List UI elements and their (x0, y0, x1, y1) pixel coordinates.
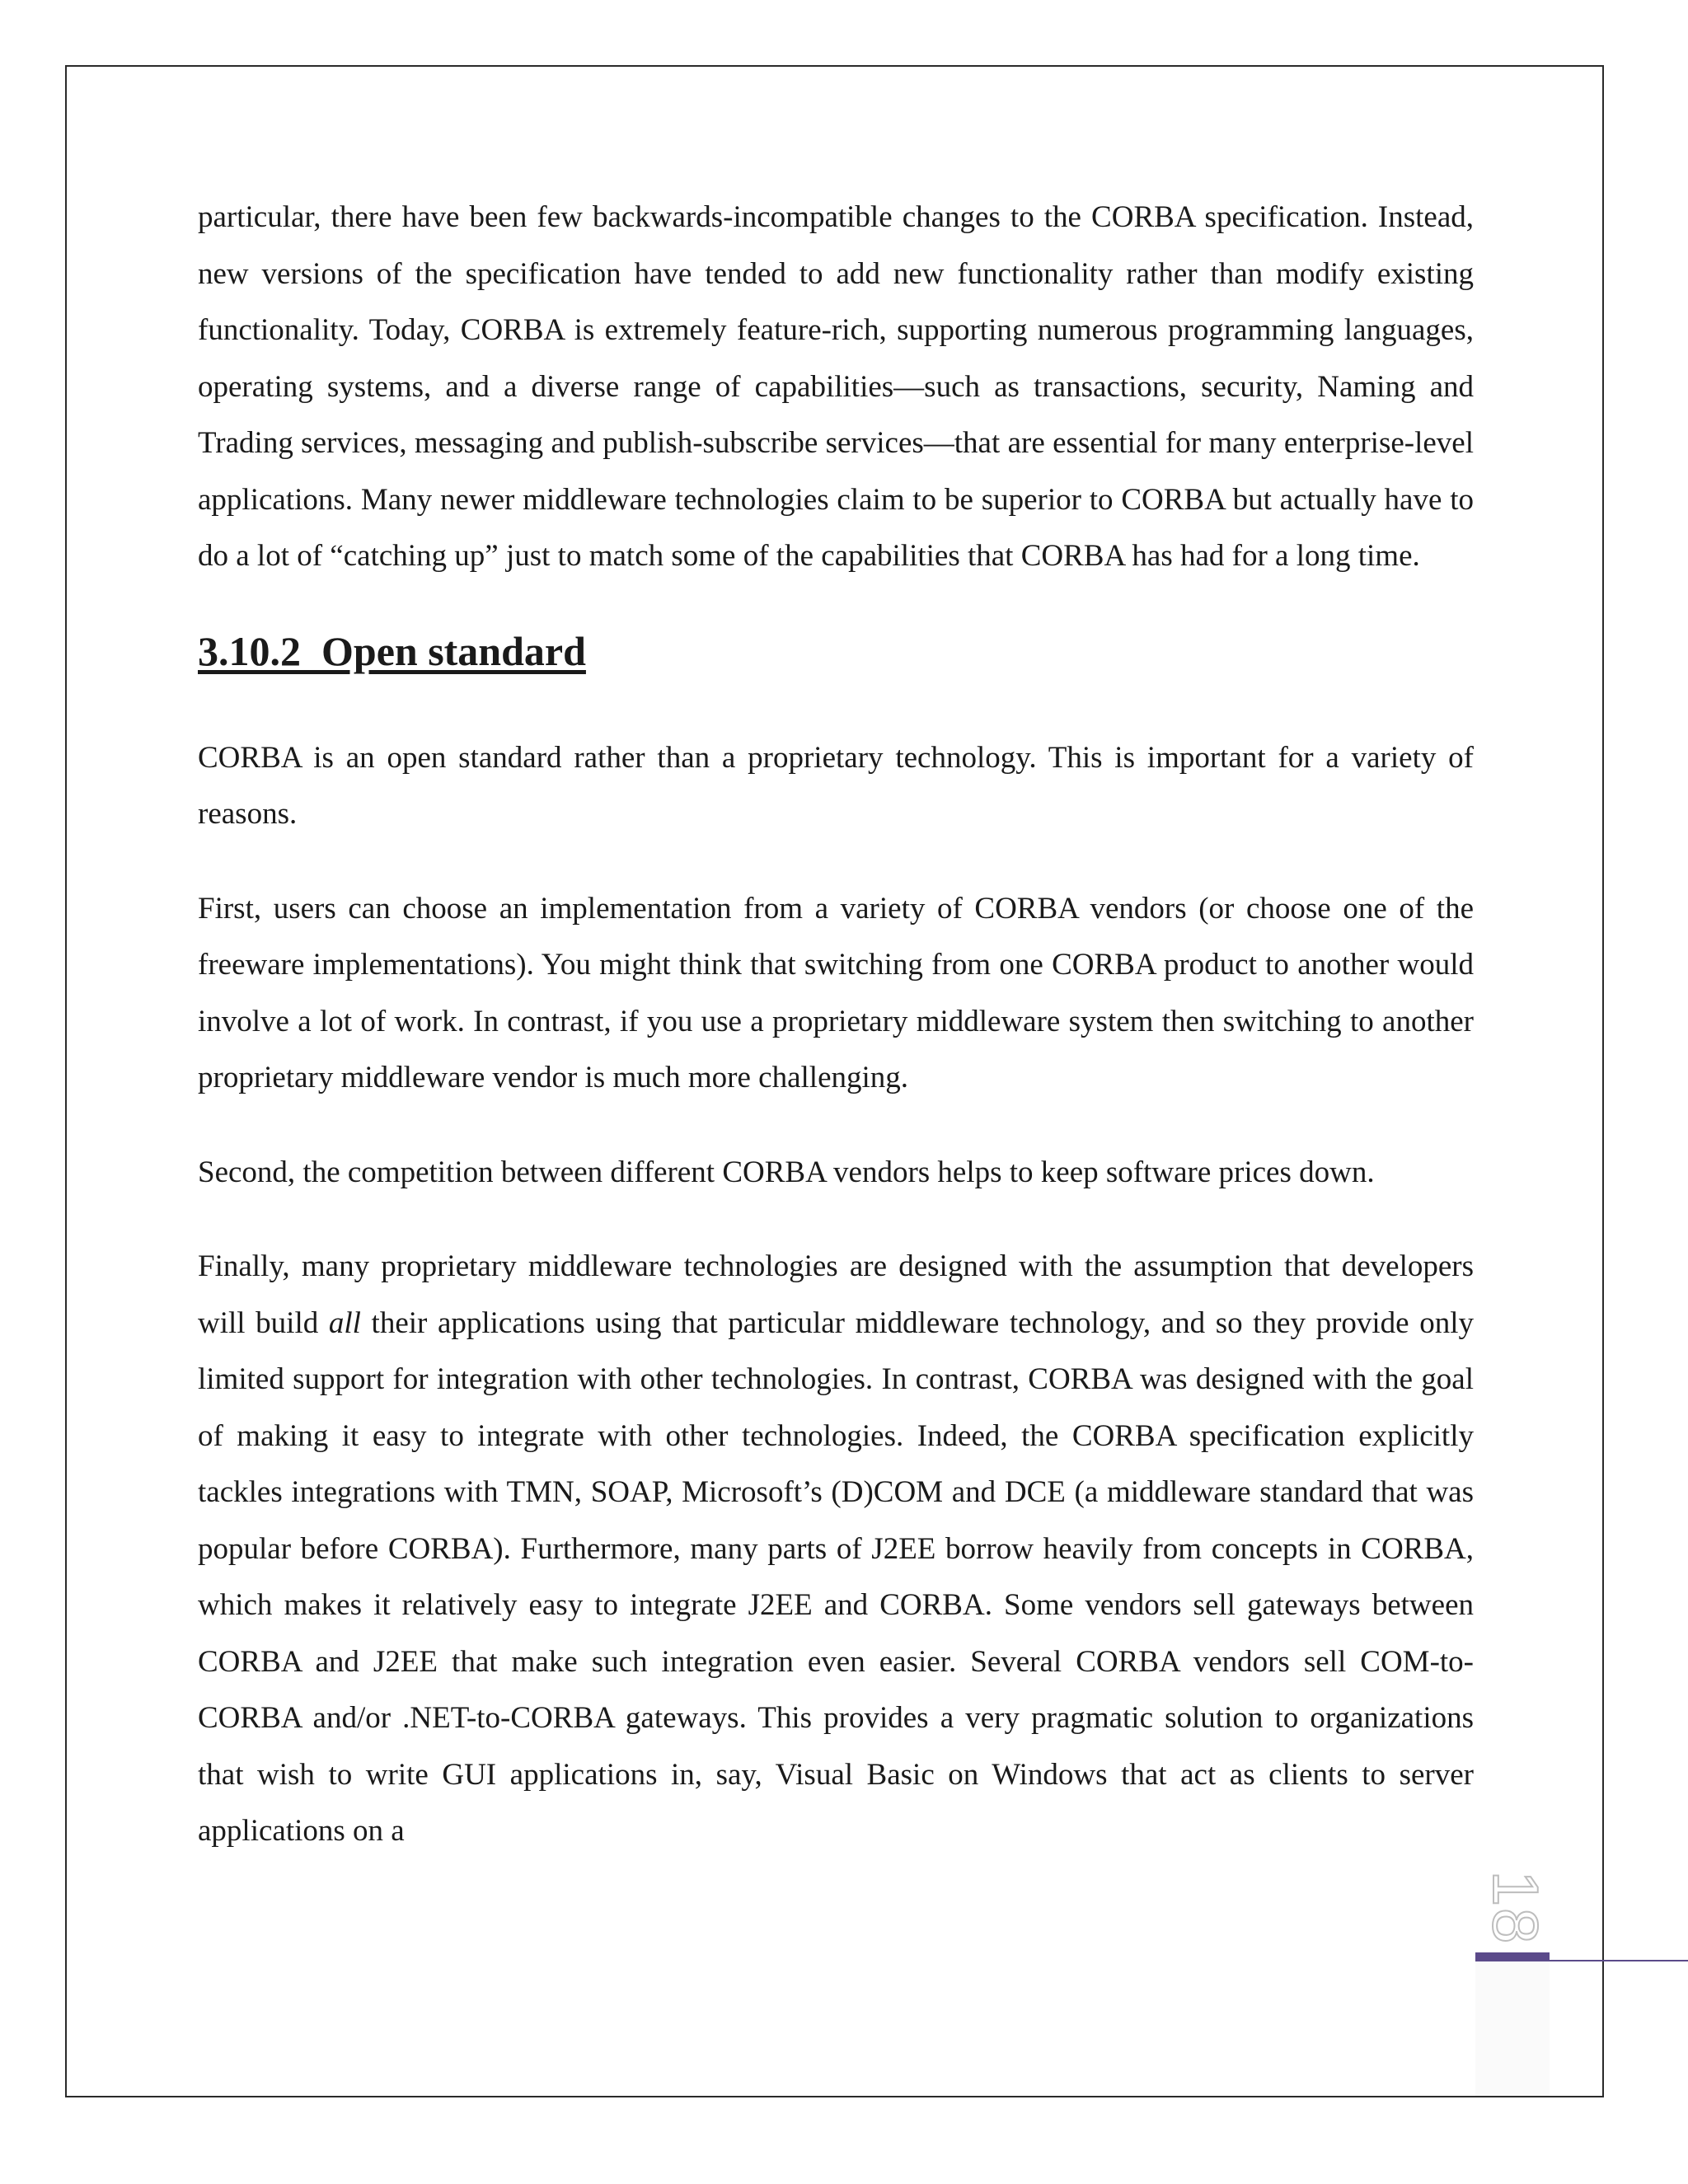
paragraph-final (198, 1239, 1474, 1860)
page-number: 18 (1479, 1870, 1553, 1946)
paragraph-first: First, users can choose an implementation from a variety of CORBA vendors (or choose one of the freeware implementations). You might think that switching from one CORBA product to another would involve a lot of work. In contrast, if you use a proprietary middleware system then switching to another proprietary middleware vendor is much more challenging. (198, 891, 1474, 1094)
footer-accent-line (1550, 1960, 1688, 1961)
paragraph-continuation: particular, there have been few backwards-incompatible changes to the CORBA specification. Instead, new versions of the specification have tended to add new functionality rather than modify existing functionality. Today, CORBA is extremely feature-rich, supporting numerous programming languages, operating systems, and a diverse range of capabilities—such as transactions, security, Naming and Trading services, messaging and publish-subscribe services—that are essential for many enterprise-level applications. Many newer middleware technologies claim to be superior to CORBA but actually have to do a lot of “catching up” just to match some of the capabilities that CORBA has had for a long time. (198, 200, 1474, 573)
page-content (198, 190, 1474, 1860)
section-heading: 3.10.2 Open standard (198, 627, 586, 674)
paragraph-final-emphasis: all (328, 1305, 361, 1340)
paragraph-final-part-2: their applications using that particular middleware technology, and so they provide only limited support for integration with other technologies. In contrast, CORBA was designed with the goal of making it easy to integrate with other technologies. Indeed, the CORBA specification explicitly tackles integrations with TMN, SOAP, Microsoft’s (D)COM and DCE (a middleware standard that was popular before CORBA). Furthermore, many parts of J2EE borrow heavily from concepts in CORBA, which makes it relatively easy to integrate J2EE and CORBA. Some vendors sell gateways between CORBA and J2EE that make such integration even easier. Several CORBA vendors sell COM-to-CORBA and/or .NET-to-CORBA gateways. This provides a very pragmatic solution to organizations that wish to write GUI applications in, say, Visual Basic on Windows that act as clients to server applications on a (198, 1305, 1474, 1848)
footer-accent-bar (1475, 1952, 1550, 1961)
paragraph-second: Second, the competition between different CORBA vendors helps to keep software prices down. (198, 1155, 1375, 1189)
footer-panel (1475, 1956, 1550, 2096)
paragraph-intro: CORBA is an open standard rather than a proprietary technology. This is important for a variety of reasons. (198, 740, 1474, 831)
paragraph-final-part-1: Finally, many proprietary middleware technologies are designed with the assumption that developers will build (198, 1249, 1474, 1340)
